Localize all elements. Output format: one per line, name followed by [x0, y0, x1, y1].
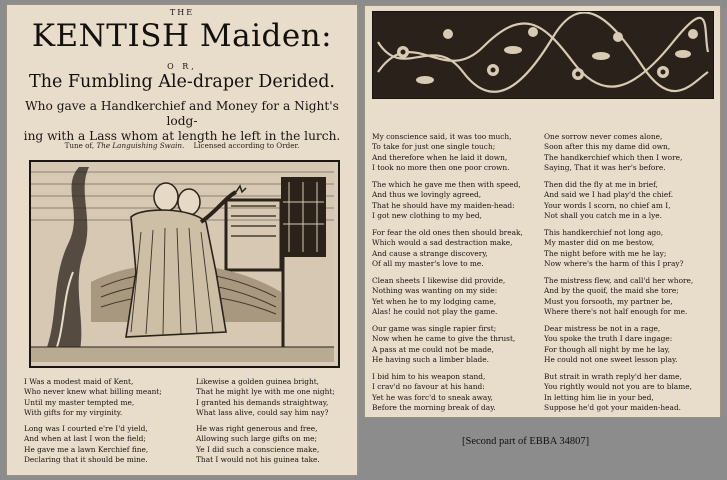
verse-right-col2-1 [544, 132, 682, 174]
verse-right-col2-4 [544, 276, 693, 318]
verse-right-col1-3 [372, 228, 523, 270]
verse-line: I Was a modest maid of Kent, [24, 377, 134, 386]
license-note: Licensed according to Order. [193, 141, 300, 150]
floral-ornament-icon [372, 11, 714, 99]
verse-line: The which he gave me then with speed, [372, 180, 521, 189]
verse-right-col2-2 [544, 180, 673, 222]
verse-line: I bid him to his weapon stand, [372, 372, 486, 381]
verse-line: Nothing was wanting on my side: [372, 286, 498, 296]
verse-left-col1-b [24, 424, 148, 466]
verse-line: I took no more then one poor crown. [372, 163, 510, 173]
verse-line: A pass at me could not be made, [372, 344, 494, 354]
verse-line: He could not one sweet lesson play. [544, 355, 678, 365]
verse-right-col2-6 [544, 372, 692, 414]
verse-left-col2-a [196, 377, 335, 419]
verse-line: You spoke the truth I dare ingage: [544, 334, 673, 344]
verse-line: He was right generous and free, [196, 424, 318, 433]
verse-line: Allowing such large gifts on me; [196, 434, 317, 444]
verse-line: Where there's not half enough for me. [544, 307, 688, 317]
verse-right-col1-1 [372, 132, 512, 174]
verse-right-col1-6 [372, 372, 496, 414]
verse-line: My conscience said, it was too much, [372, 132, 512, 141]
verse-line: Dear mistress be not in a rage, [544, 324, 661, 333]
verse-left-col2-b [196, 424, 320, 466]
verse-line: With gifts for my virginity. [24, 408, 123, 418]
verse-line: The night before with me he lay; [544, 248, 667, 258]
verse-line: Suppose he'd got your maiden-head. [544, 403, 682, 413]
description-line: ing with a Lass whom at length he left in the lurch. [23, 129, 341, 143]
verse-line: And said we I had play'd the chief. [544, 190, 674, 200]
right-broadside-sheet [364, 5, 721, 418]
verse-line: But strait in wrath reply'd her dame, [544, 372, 682, 381]
verse-line: In letting him lie in your bed, [544, 392, 654, 402]
verse-line: Long was I courted e're I'd yield, [24, 424, 148, 433]
verse-line: Alas! he could not play the game. [372, 307, 498, 317]
verse-line: Now where's the harm of this I pray? [544, 259, 684, 269]
verse-line: For though all night by me he lay, [544, 344, 671, 354]
verse-line: To take for just one single touch; [372, 142, 496, 152]
woodcut-icon [29, 160, 340, 368]
verse-line: That I would not his guinea take. [196, 455, 320, 465]
verse-line: The mistress flew, and call'd her whore, [544, 276, 694, 285]
title-or: O R, [167, 62, 197, 71]
verse-line: Yet when he to my lodging came, [372, 296, 497, 306]
verse-line: That he might lye with me one night; [196, 387, 335, 397]
verse-line: And cause a strange discovery, [372, 248, 488, 258]
tune-prefix: Tune of, [64, 141, 97, 150]
verse-line: Saying, That it was her's before. [544, 163, 666, 173]
verse-line: Now when he came to give the thrust, [372, 334, 516, 344]
verse-line: One sorrow never comes alone, [544, 132, 663, 141]
verse-line: Which would a sad destraction make, [372, 238, 513, 248]
verse-line: Clean sheets I likewise did provide, [372, 276, 506, 285]
verse-line: Then did the fly at me in brief, [544, 180, 659, 189]
verse-right-col2-3 [544, 228, 684, 270]
verse-line: The handkerchief which then I wore, [544, 152, 683, 162]
verse-line: And when at last I won the field; [24, 434, 146, 444]
verse-right-col1-4 [372, 276, 505, 318]
verse-line: What lass alive, could say him nay? [196, 408, 329, 418]
ebba-reference-note: [Second part of EBBA 34807] [462, 436, 590, 447]
verse-line: Soon after this my dame did own, [544, 142, 671, 152]
left-broadside-sheet [6, 4, 358, 476]
verse-line: For fear the old ones then should break, [372, 228, 523, 237]
verse-line: He having such a limber blade. [372, 355, 489, 365]
verse-line: And by the quoif, the maid she tore; [544, 286, 679, 296]
verse-line: I crav'd no favour at his hand: [372, 382, 485, 392]
verse-right-col2-5 [544, 324, 678, 366]
verse-right-col1-5 [372, 324, 515, 366]
verse-line: Likewise a golden guinea bright, [196, 377, 320, 386]
verse-line: Who never knew what billing meant; [24, 387, 162, 397]
verse-right-col1-2 [372, 180, 521, 222]
verse-line: Until my master tempted me, [24, 397, 135, 407]
verse-line: That he should have my maiden-head: [372, 200, 515, 210]
verse-line: Your words I scorn, no chief am I, [544, 200, 671, 210]
verse-line: Yet he was forc'd to sneak away, [372, 392, 493, 402]
verse-line: And thus we lovingly agreed, [372, 190, 482, 200]
verse-line: Of all my master's love to me. [372, 259, 484, 269]
verse-line: I got new clothing to my bed, [372, 211, 482, 221]
verse-line: Declaring that it should be mine. [24, 455, 148, 465]
ballad-title: KENTISH Maiden: [31, 18, 333, 54]
verse-line: This handkerchief not long ago, [544, 228, 664, 237]
verse-line: Not shall you catch me in a lye. [544, 211, 662, 221]
tune-line [6, 141, 358, 150]
verse-line: And therefore when he laid it down, [372, 152, 508, 162]
description-line: Who gave a Handkerchief and Money for a Night's lodg- [25, 99, 339, 128]
tune-name: The Languishing Swain. [96, 141, 185, 150]
title-the: THE [169, 8, 195, 17]
verse-line: Our game was single rapier first; [372, 324, 497, 333]
verse-line: My master did on me bestow, [544, 238, 655, 248]
ballad-description [18, 99, 346, 144]
verse-line: Must you forsooth, my partner be, [544, 296, 673, 306]
verse-line: He gave me a lawn Kerchief fine, [24, 444, 149, 454]
verse-line: You rightly would not you are to blame, [544, 382, 692, 392]
verse-line: I granted his demands straightway, [196, 397, 329, 407]
verse-line: Before the morning break of day. [372, 403, 496, 413]
verse-left-col1-a [24, 377, 162, 419]
verse-line: Ye I did such a conscience make, [196, 444, 320, 454]
ballad-subtitle: The Fumbling Ale-draper Derided. [29, 72, 335, 92]
